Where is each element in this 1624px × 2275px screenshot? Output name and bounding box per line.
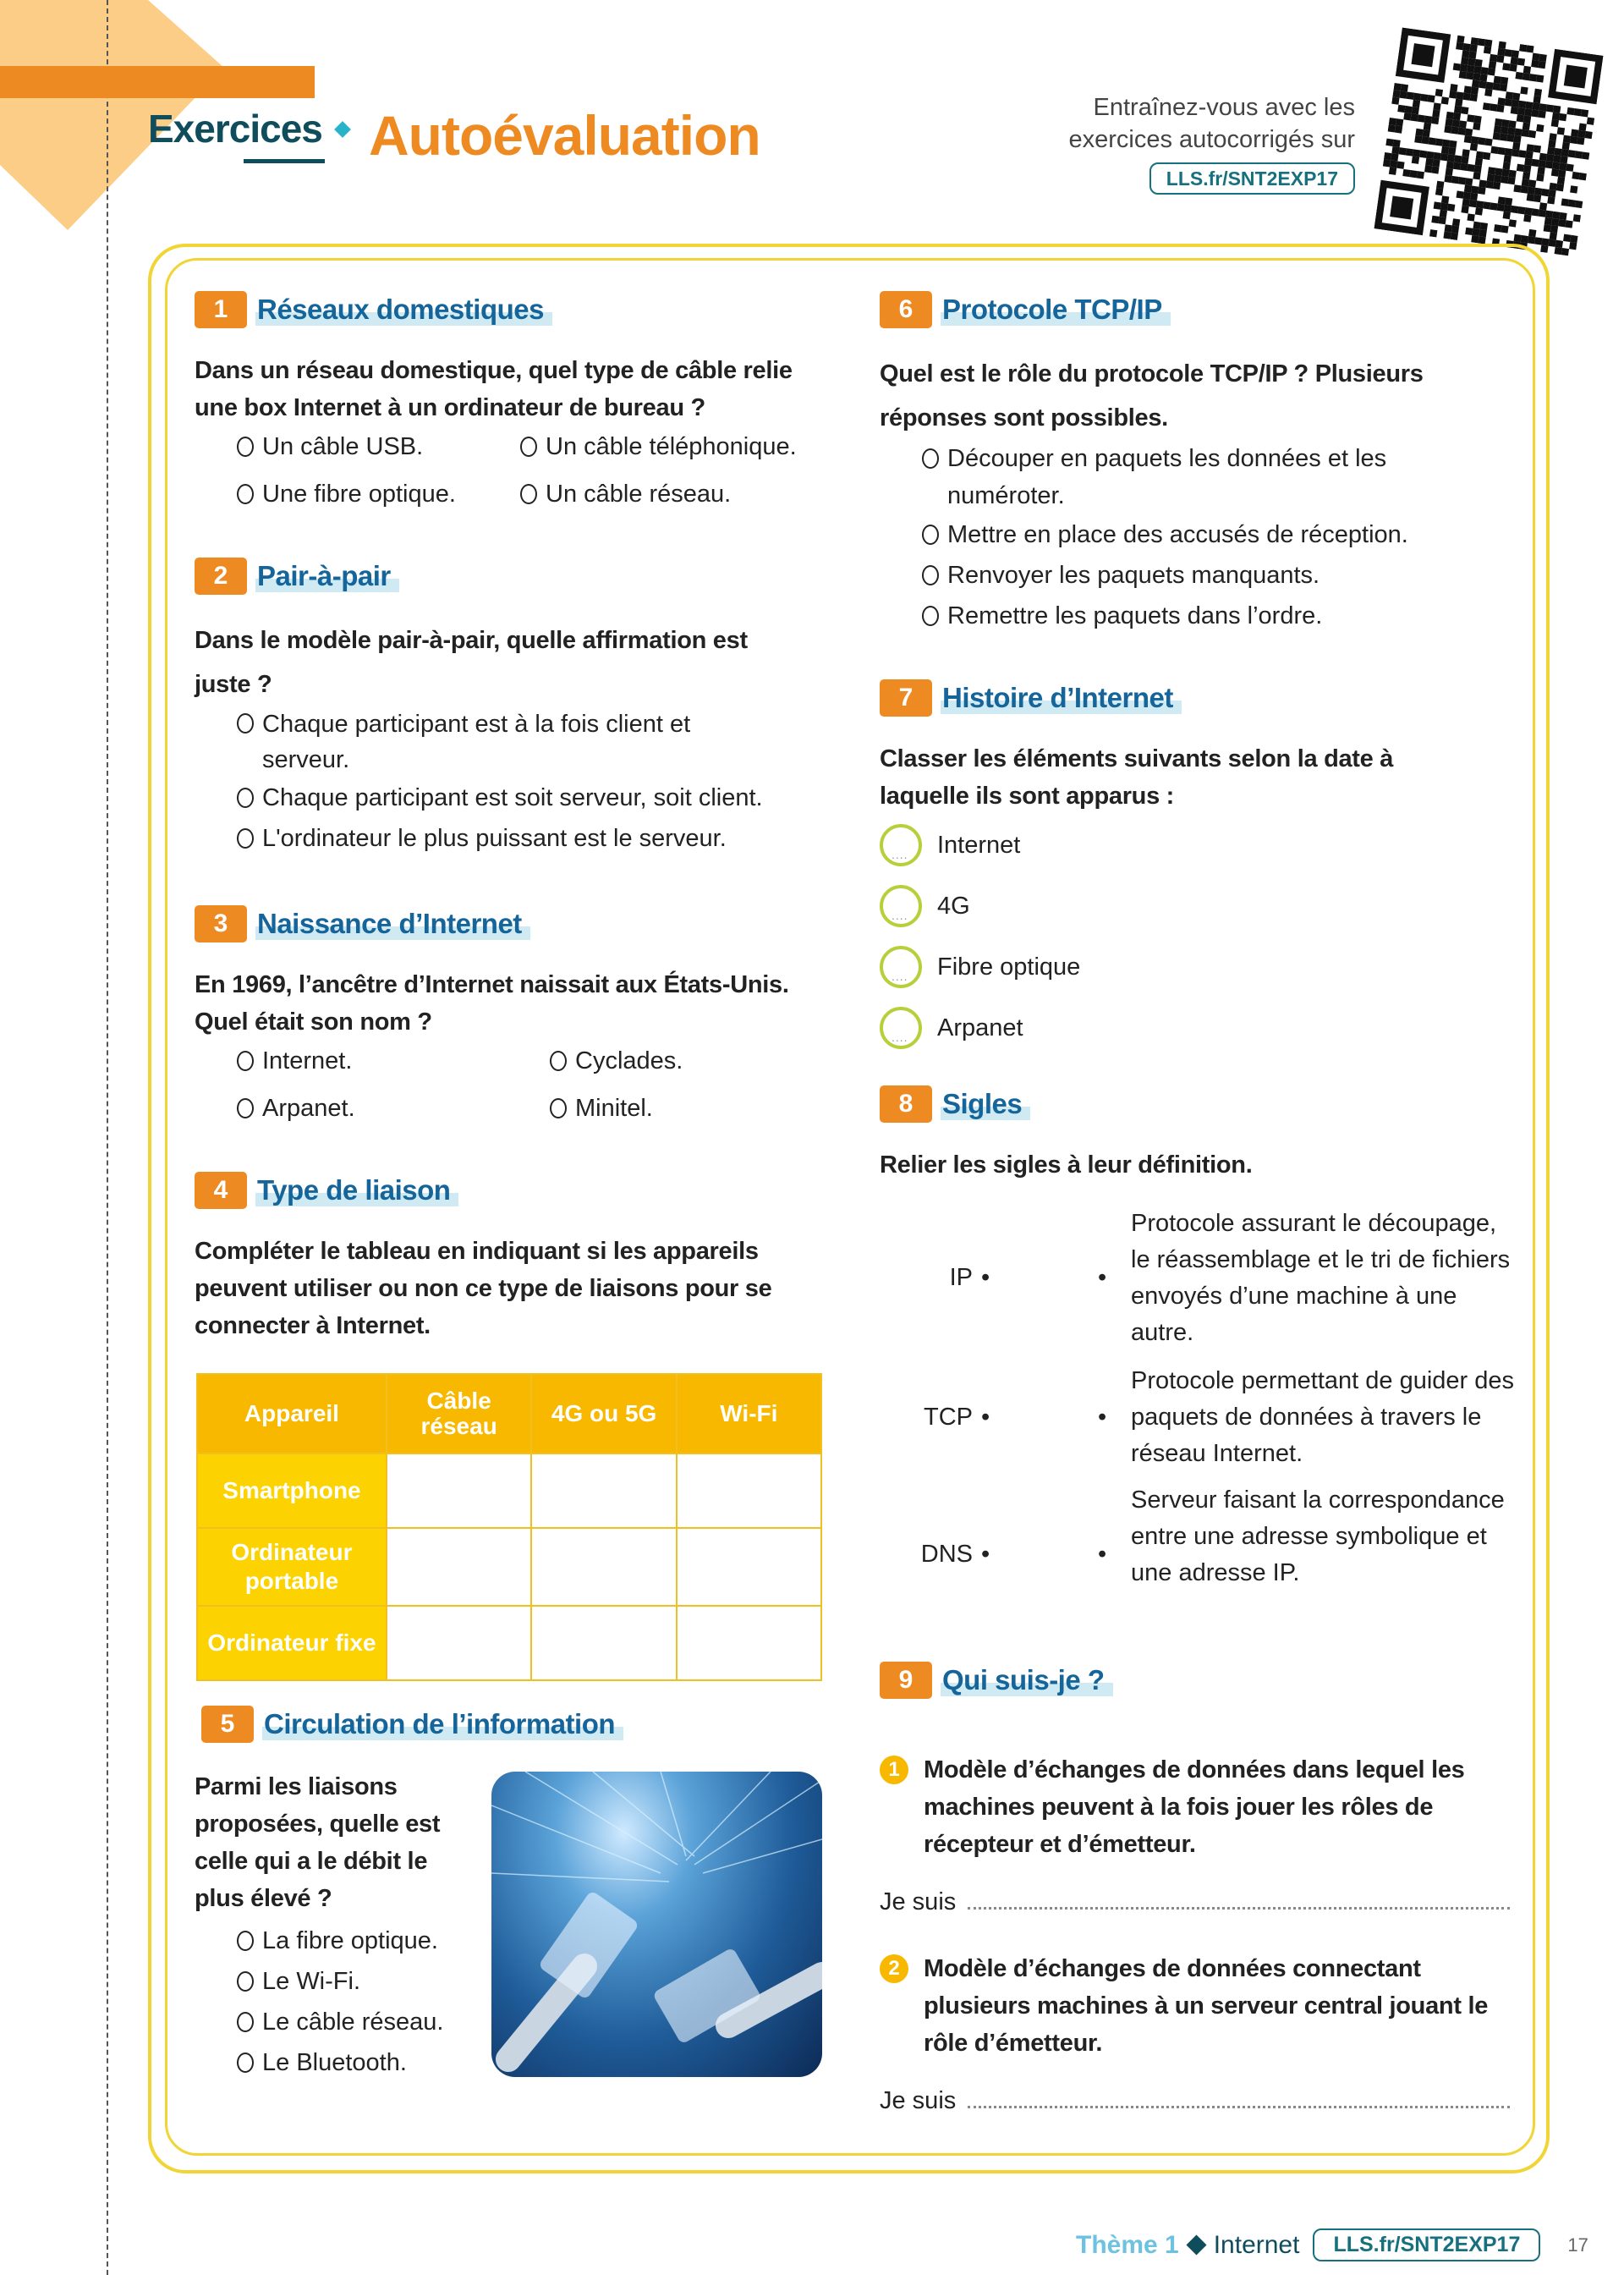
riddle-number: 1 — [880, 1756, 908, 1784]
answer-cell[interactable] — [677, 1453, 821, 1528]
footer-link[interactable]: LLS.fr/SNT2EXP17 — [1313, 2228, 1540, 2261]
exercise-title: Qui suis-je ? — [941, 1664, 1113, 1696]
answer-line[interactable] — [880, 1888, 1510, 1916]
table-row — [197, 1528, 821, 1606]
qr-code-icon[interactable] — [1374, 27, 1603, 256]
exercise-4 — [195, 1172, 837, 1344]
match-dot[interactable]: • — [1098, 1264, 1107, 1291]
order-item[interactable]: .... Internet — [880, 815, 1522, 876]
question-line: plus élevé ? — [195, 1885, 332, 1912]
question-line: réponses sont possibles. — [880, 404, 1168, 431]
network-cable-illustration — [491, 1772, 822, 2077]
cut-line — [107, 0, 108, 2275]
exercise-title: Protocole TCP/IP — [941, 294, 1171, 326]
match-dot[interactable]: • — [981, 1541, 990, 1568]
option[interactable]: Chaque participant est à la fois client et serveur. — [237, 706, 710, 778]
exercise-number: 4 — [195, 1172, 247, 1209]
exercise-6 — [880, 291, 1522, 636]
online-hint — [1069, 91, 1355, 195]
question-line: une box Internet à un ordinateur de bureau ? — [195, 394, 705, 421]
answer-line[interactable] — [880, 2087, 1510, 2115]
option[interactable]: Cyclades. — [550, 1041, 837, 1081]
question-line: peuvent utiliser ou non ce type de liaisons pour se — [195, 1275, 772, 1302]
option[interactable]: L'ordinateur le plus puissant est le serveur. — [237, 818, 837, 859]
exercise-3 — [195, 905, 837, 1129]
page-title: Autoévaluation — [369, 104, 760, 167]
page-number: 17 — [1567, 2234, 1588, 2256]
option[interactable]: Renvoyer les paquets manquants. — [922, 555, 1522, 596]
section-underline — [244, 159, 325, 163]
order-circle[interactable] — [880, 946, 922, 988]
question-line: laquelle ils sont apparus : — [880, 783, 1175, 810]
option[interactable]: Remettre les paquets dans l’ordre. — [922, 596, 1522, 636]
diamond-icon — [1186, 2234, 1206, 2255]
exercise-title: Naissance d’Internet — [255, 908, 530, 940]
exercise-number: 7 — [880, 679, 932, 717]
order-circle[interactable] — [880, 885, 922, 927]
option[interactable]: Chaque participant est soit serveur, soit client. — [237, 778, 837, 818]
connection-table — [196, 1373, 822, 1681]
answer-cell[interactable] — [387, 1453, 532, 1528]
exercise-number: 9 — [880, 1662, 932, 1699]
answer-label: Je suis — [880, 1888, 957, 1915]
question-line: Dans le modèle pair-à-pair, quelle affirmation est — [195, 627, 748, 654]
exercise-title: Histoire d’Internet — [941, 682, 1182, 714]
option[interactable]: Un câble USB. — [237, 426, 520, 467]
riddle — [880, 1950, 1510, 2062]
definition: Protocole assurant le découpage, le réassemblage et le tri de fichiers envoyés d’une machine à une autre. — [1131, 1210, 1511, 1346]
riddle-text: Modèle d’échanges de données connectant plusieurs machines à un serveur central jouant le rôle d’émetteur. — [924, 1955, 1489, 2057]
option[interactable]: Arpanet. — [237, 1088, 550, 1129]
order-item[interactable]: .... Arpanet — [880, 997, 1522, 1058]
exercise-5 — [201, 1706, 844, 1743]
option[interactable]: Le Wi-Fi. — [237, 1961, 482, 2002]
question-line: En 1969, l’ancêtre d’Internet naissait aux États-Unis. — [195, 971, 789, 998]
exercise-number: 8 — [880, 1085, 932, 1123]
answer-cell[interactable] — [677, 1606, 821, 1680]
fiber-cables-photo — [491, 1772, 822, 2077]
option[interactable]: Une fibre optique. — [237, 474, 520, 514]
option[interactable]: Un câble réseau. — [520, 474, 837, 514]
question-line: Dans un réseau domestique, quel type de câble relie — [195, 357, 793, 384]
theme-label: Thème 1 — [1076, 2230, 1179, 2259]
hint-line: Entraînez-vous avec les — [1093, 94, 1355, 121]
option[interactable]: Minitel. — [550, 1088, 837, 1129]
option[interactable]: Internet. — [237, 1041, 550, 1081]
match-dot[interactable]: • — [981, 1404, 990, 1431]
diamond-icon — [334, 121, 351, 138]
exercise-2 — [195, 558, 837, 859]
question-line: Quel était son nom ? — [195, 1008, 432, 1036]
exercise-number: 6 — [880, 291, 932, 328]
acronym: DNS — [920, 1541, 973, 1568]
question-line: Compléter le tableau en indiquant si les appareils — [195, 1238, 759, 1265]
match-dot[interactable]: • — [981, 1264, 990, 1291]
answer-cell[interactable] — [387, 1606, 532, 1680]
answer-cell[interactable] — [387, 1528, 532, 1606]
option[interactable]: Mettre en place des accusés de réception. — [922, 514, 1522, 555]
row-header: Ordinateur fixe — [197, 1606, 387, 1680]
option[interactable]: Le Bluetooth. — [237, 2042, 482, 2083]
topic-label: Internet — [1213, 2230, 1300, 2259]
exercise-5-body — [195, 1768, 482, 2083]
exercise-title: Type de liaison — [255, 1174, 458, 1206]
row-header: Ordinateur portable — [197, 1528, 387, 1606]
order-circle[interactable] — [880, 1007, 922, 1049]
question-line: Quel est le rôle du protocole TCP/IP ? Plusieurs — [880, 360, 1424, 387]
section-label: Exercices — [148, 107, 322, 151]
order-circle[interactable] — [880, 824, 922, 866]
riddle — [880, 1751, 1510, 1863]
exercise-number: 3 — [195, 905, 247, 942]
exercise-link[interactable]: LLS.fr/SNT2EXP17 — [1149, 162, 1355, 195]
definition: Serveur faisant la correspondance entre une adresse symbolique et une adresse IP. — [1131, 1486, 1505, 1586]
row-header: Smartphone — [197, 1453, 387, 1528]
answer-cell[interactable] — [531, 1528, 676, 1606]
order-item[interactable]: .... 4G — [880, 876, 1522, 937]
answer-cell[interactable] — [531, 1606, 676, 1680]
riddle-number: 2 — [880, 1954, 908, 1983]
option[interactable]: Un câble téléphonique. — [520, 426, 837, 467]
exercise-number: 5 — [201, 1706, 254, 1743]
exercise-title: Circulation de l’information — [262, 1708, 623, 1740]
exercise-8 — [880, 1085, 1522, 1184]
question-line: proposées, quelle est — [195, 1811, 441, 1838]
exercise-title: Sigles — [941, 1088, 1030, 1120]
acronym: TCP — [924, 1404, 973, 1431]
table-row — [197, 1606, 821, 1680]
exercise-7 — [880, 679, 1522, 1058]
exercise-title: Réseaux domestiques — [255, 294, 552, 326]
header-band — [0, 66, 315, 98]
option[interactable]: La fibre optique. — [237, 1921, 482, 1961]
hint-line: exercices autocorrigés sur — [1068, 126, 1355, 153]
question-line: Classer les éléments suivants selon la date à — [880, 745, 1394, 772]
option[interactable]: Le câble réseau. — [237, 2002, 482, 2042]
question-line: Parmi les liaisons — [195, 1773, 398, 1800]
footer — [1076, 2228, 1588, 2261]
column-header: Câble réseau — [387, 1374, 532, 1453]
question-line: Relier les sigles à leur définition. — [880, 1151, 1253, 1179]
column-header: 4G ou 5G — [531, 1374, 676, 1453]
column-header: Wi-Fi — [677, 1374, 821, 1453]
answer-cell[interactable] — [531, 1453, 676, 1528]
exercise-title: Pair-à-pair — [255, 560, 399, 592]
exercise-number: 1 — [195, 291, 247, 328]
column-header: Appareil — [197, 1374, 387, 1453]
question-line: connecter à Internet. — [195, 1312, 431, 1339]
question-line: juste ? — [195, 671, 272, 698]
exercise-9 — [880, 1662, 1510, 2115]
riddle-text: Modèle d’échanges de données dans lequel les machines peuvent à la fois jouer les rôles de récepteur et d’émetteur. — [924, 1756, 1465, 1858]
exercise-1 — [195, 291, 837, 514]
order-item[interactable]: .... Fibre optique — [880, 937, 1522, 997]
option[interactable]: Découper en paquets les données et les numéroter. — [922, 440, 1446, 514]
table-row — [197, 1453, 821, 1528]
exercise-number: 2 — [195, 558, 247, 595]
acronym: IP — [949, 1264, 973, 1291]
answer-cell[interactable] — [677, 1528, 821, 1606]
match-dot[interactable]: • — [1098, 1541, 1107, 1568]
definition: Protocole permettant de guider des paquets de données à travers le réseau Internet. — [1131, 1367, 1514, 1467]
question-line: celle qui a le débit le — [195, 1848, 428, 1875]
answer-label: Je suis — [880, 2087, 957, 2114]
match-dot[interactable]: • — [1098, 1404, 1107, 1431]
